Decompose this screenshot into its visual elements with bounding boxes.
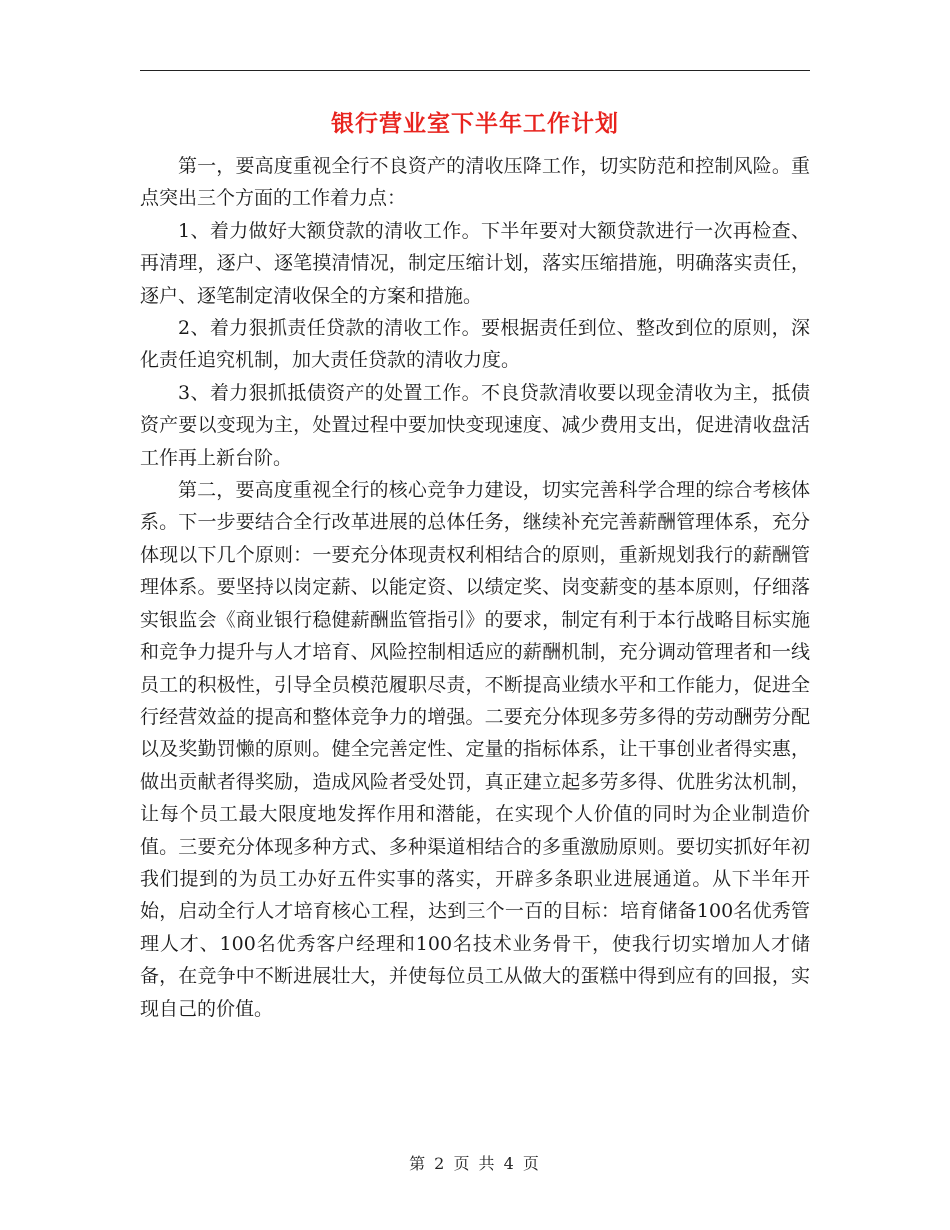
header-rule	[140, 70, 810, 71]
paragraph-item-2: 2、着力狠抓责任贷款的清收工作。要根据责任到位、整改到位的原则，深化责任追究机制，加大责任贷款的清收力度。	[140, 317, 810, 372]
document-title: 银行营业室下半年工作计划	[331, 111, 619, 137]
document-body	[140, 150, 810, 1025]
paragraph-second-point: 第二，要高度重视全行的核心竞争力建设，切实完善科学合理的综合考核体系。下一步要结合全行改革进展的总体任务，继续补充完善薪酬管理体系，充分体现以下几个原则：一要充分体现责权利相结合的原则，重新规划我行的薪酬管理体系。要坚持以岗定薪、以能定资、以绩定奖、岗变薪变的基本原则，仔细落实银监会《商业银行稳健薪酬监管指引》的要求，制定有利于本行战略目标实施和竞争力提升与人才培育、风险控制相适应的薪酬机制，充分调动管理者和一线员工的积极性，引导全员模范履职尽责，不断提高业绩水平和工作能力，促进全行经营效益的提高和整体竞争力的增强。二要充分体现多劳多得的劳动酬劳分配以及奖勤罚懒的原则。健全完善定性、定量的指标体系，让干事创业者得实惠，做出贡献者得奖励，造成风险者受处罚，真正建立起多劳多得、优胜劣汰机制，让每个员工最大限度地发挥作用和潜能，在实现个人价值的同时为企业制造价值。三要充分体现多种方式、多种渠道相结合的多重激励原则。要切实抓好年初我们提到的为员工办好五件实事的落实，开辟多条职业进展通道。从下半年开始，启动全行人才培育核心工程，达到三个一百的目标：培育储备100名优秀管理人才、100名优秀客户经理和100名技术业务骨干，使我行切实增加人才储备，在竞争中不断进展壮大，并使每位员工从做大的蛋糕中得到应有的回报，实现自己的价值。	[140, 479, 810, 1020]
paragraph-item-3: 3、着力狠抓抵债资产的处置工作。不良贷款清收要以现金清收为主，抵债资产要以变现为主，处置过程中要加快变现速度、减少费用支出，促进清收盘活工作再上新台阶。	[140, 381, 810, 469]
paragraph-first-point: 第一，要高度重视全行不良资产的清收压降工作，切实防范和控制风险。重点突出三个方面的工作着力点：	[140, 155, 810, 210]
page-number-footer: 第 2 页 共 4 页	[409, 1154, 541, 1173]
paragraph-item-1: 1、着力做好大额贷款的清收工作。下半年要对大额贷款进行一次再检查、再清理，逐户、逐笔摸清情况，制定压缩计划，落实压缩措施，明确落实责任，逐户、逐笔制定清收保全的方案和措施。	[140, 219, 810, 307]
